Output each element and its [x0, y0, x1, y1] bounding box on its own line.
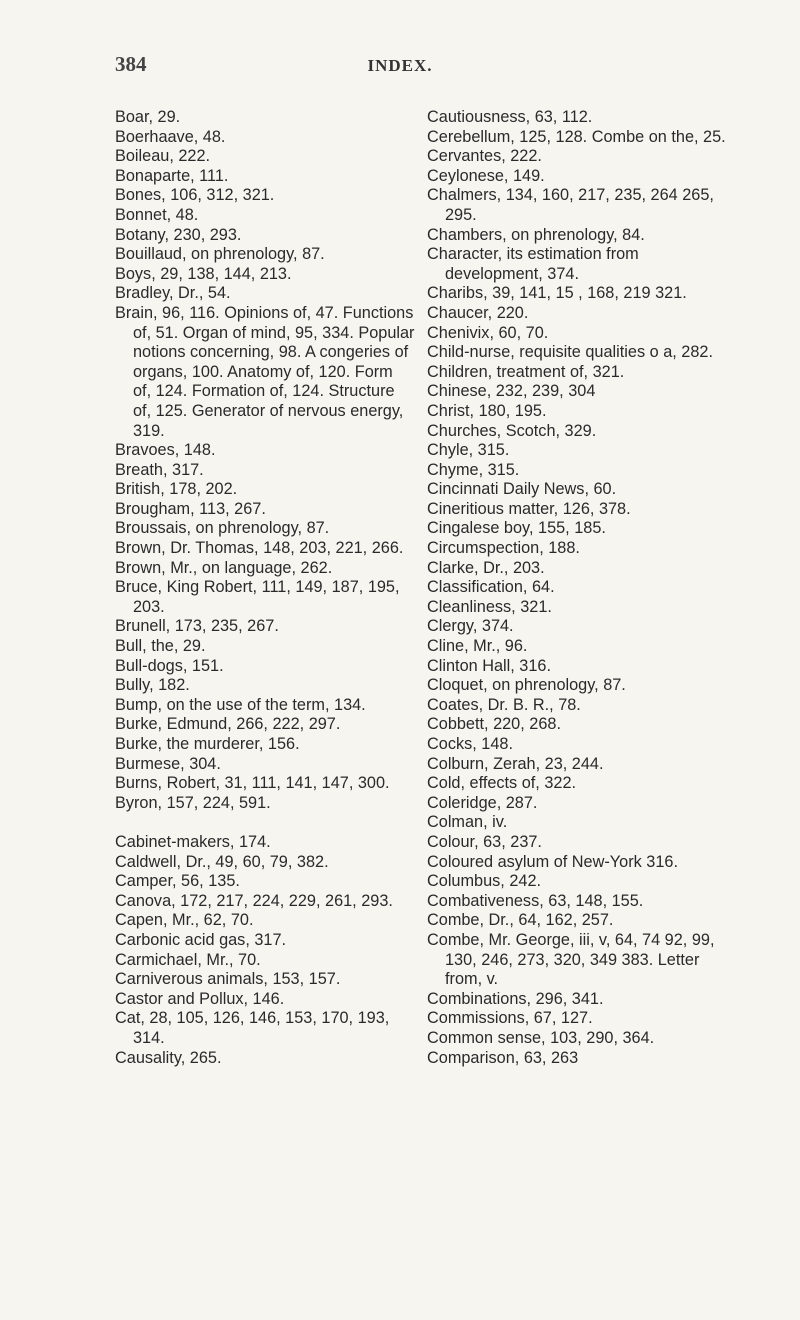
page-header	[0, 52, 800, 82]
index-entry: Combe, Mr. George, iii, v, 64, 74 92, 99, 130, 246, 273, 320, 349 383. Letter from, v.	[427, 930, 715, 989]
index-entry: Child-nurse, requisite qualities o a, 282.	[427, 343, 713, 362]
index-entry: Coloured asylum of New-York 316.	[427, 852, 678, 871]
index-entry: Clergy, 374.	[427, 617, 514, 636]
index-entry: Columbus, 242.	[427, 872, 542, 891]
index-entry: Brown, Dr. Thomas, 148, 203, 221, 266.	[115, 539, 404, 558]
index-entry: Cautiousness, 63, 112.	[427, 108, 593, 126]
index-entry: Chinese, 232, 239, 304	[427, 382, 596, 401]
index-entry: Cabinet-makers, 174.	[115, 832, 271, 851]
index-entry: Coates, Dr. B. R., 78.	[427, 695, 581, 714]
index-entry: Chyle, 315.	[427, 441, 510, 460]
index-entry: Bruce, King Robert, 111, 149, 187, 195, 203.	[115, 578, 400, 616]
index-entry: Capen, Mr., 62, 70.	[115, 911, 254, 930]
index-entry: Chambers, on phrenology, 84.	[427, 225, 645, 244]
index-entry: Character, its estimation from development, 374.	[427, 245, 639, 283]
index-entry: Churches, Scotch, 329.	[427, 421, 597, 440]
index-entry: Combe, Dr., 64, 162, 257.	[427, 911, 614, 930]
index-entry: Bonnet, 48.	[115, 205, 199, 224]
index-entry: Cincinnati Daily News, 60.	[427, 480, 617, 499]
index-entry: Colman, iv.	[427, 813, 508, 832]
index-entry: Comparison, 63, 263	[427, 1048, 579, 1067]
index-column-right	[427, 108, 737, 1068]
index-entry: Common sense, 103, 290, 364.	[427, 1028, 655, 1047]
index-entry: Christ, 180, 195.	[427, 401, 547, 420]
index-entry: Chyme, 315.	[427, 460, 520, 479]
index-entry: Byron, 157, 224, 591.	[115, 793, 271, 812]
index-entry: Breath, 317.	[115, 460, 204, 479]
index-entry: Brunell, 173, 235, 267.	[115, 617, 279, 636]
index-column-left	[115, 108, 415, 1068]
index-entry: Boys, 29, 138, 144, 213.	[115, 264, 292, 283]
index-entry: Combativeness, 63, 148, 155.	[427, 891, 644, 910]
index-entry: Charibs, 39, 141, 15 , 168, 219 321.	[427, 284, 687, 303]
index-entry: Carniverous animals, 153, 157.	[115, 970, 341, 989]
index-entry: Bull-dogs, 151.	[115, 656, 224, 675]
index-entry: Boileau, 222.	[115, 147, 211, 166]
index-entry: Bump, on the use of the term, 134.	[115, 695, 366, 714]
index-entry: Cocks, 148.	[427, 735, 513, 753]
index-entry: Burns, Robert, 31, 111, 141, 147, 300.	[115, 774, 390, 793]
index-entry: Ceylonese, 149.	[427, 166, 545, 185]
index-entry: Broussais, on phrenology, 87.	[115, 519, 330, 538]
index-entry: Clinton Hall, 316.	[427, 656, 551, 675]
running-title: INDEX.	[367, 56, 433, 75]
index-entry: Cobbett, 220, 268.	[427, 715, 561, 734]
index-entry: Boerhaave, 48.	[115, 127, 226, 146]
index-entry: Chenivix, 60, 70.	[427, 323, 549, 342]
index-entry: Circumspection, 188.	[427, 539, 580, 558]
section-gap	[115, 813, 415, 833]
index-entry: Bradley, Dr., 54.	[115, 284, 231, 303]
index-entry: Bonaparte, 111.	[115, 166, 229, 185]
index-entry: Burke, Edmund, 266, 222, 297.	[115, 715, 341, 734]
index-entry: Colour, 63, 237.	[427, 832, 542, 851]
index-entry: Chalmers, 134, 160, 217, 235, 264 265, 295.	[427, 186, 714, 224]
index-entry: Boar, 29.	[115, 108, 181, 126]
index-entry: Classification, 64.	[427, 578, 555, 597]
index-entry: Cat, 28, 105, 126, 146, 153, 170, 193, 314.	[115, 1009, 390, 1047]
page-number: 384	[115, 52, 147, 76]
index-entry: Cleanliness, 321.	[427, 597, 552, 616]
index-entry: Brougham, 113, 267.	[115, 499, 266, 518]
index-entry: Cloquet, on phrenology, 87.	[427, 676, 626, 695]
index-entry: Canova, 172, 217, 224, 229, 261, 293.	[115, 891, 393, 910]
index-entry: Carmichael, Mr., 70.	[115, 950, 261, 969]
index-entry: Chaucer, 220.	[427, 303, 529, 322]
index-entry: Cline, Mr., 96.	[427, 637, 528, 656]
index-entry: Cold, effects of, 322.	[427, 774, 577, 793]
index-entry: Bull, the, 29.	[115, 637, 206, 656]
index-entry: Bully, 182.	[115, 676, 190, 695]
index-entry: Caldwell, Dr., 49, 60, 79, 382.	[115, 852, 329, 871]
index-entry: Carbonic acid gas, 317.	[115, 930, 287, 949]
index-entry: Bones, 106, 312, 321.	[115, 186, 275, 205]
index-entry: Cineritious matter, 126, 378.	[427, 499, 631, 518]
index-entry: Brown, Mr., on language, 262.	[115, 558, 333, 577]
index-entry: Cerebellum, 125, 128. Combe on the, 25.	[427, 127, 726, 146]
index-entry: Burke, the murderer, 156.	[115, 735, 300, 753]
index-entry: Botany, 230, 293.	[115, 225, 242, 244]
index-entry: Cervantes, 222.	[427, 147, 542, 166]
index-entry: Coleridge, 287.	[427, 793, 538, 812]
index-entry: Bravoes, 148.	[115, 441, 216, 460]
index-entry: Camper, 56, 135.	[115, 872, 240, 891]
index-entry: Combinations, 296, 341.	[427, 989, 604, 1008]
index-entry: Burmese, 304.	[115, 754, 221, 773]
index-entry: British, 178, 202.	[115, 480, 238, 499]
index-entry: Cingalese boy, 155, 185.	[427, 519, 606, 538]
index-entry: Brain, 96, 116. Opinions of, 47. Functions of, 51. Organ of mind, 95, 334. Popular notions concerning, 98. A congeries of organs, 100. Anatomy of, 120. Form of, 124. Formation of, 124. Structure of, 125. Generator of nervous energy, 319.	[115, 303, 415, 440]
index-entry: Bouillaud, on phrenology, 87.	[115, 245, 325, 264]
index-entry: Castor and Pollux, 146.	[115, 989, 285, 1008]
index-entry: Children, treatment of, 321.	[427, 362, 625, 381]
index-entry: Clarke, Dr., 203.	[427, 558, 545, 577]
index-entry: Commissions, 67, 127.	[427, 1009, 593, 1028]
index-entry: Colburn, Zerah, 23, 244.	[427, 754, 604, 773]
index-entry: Causality, 265.	[115, 1048, 222, 1067]
